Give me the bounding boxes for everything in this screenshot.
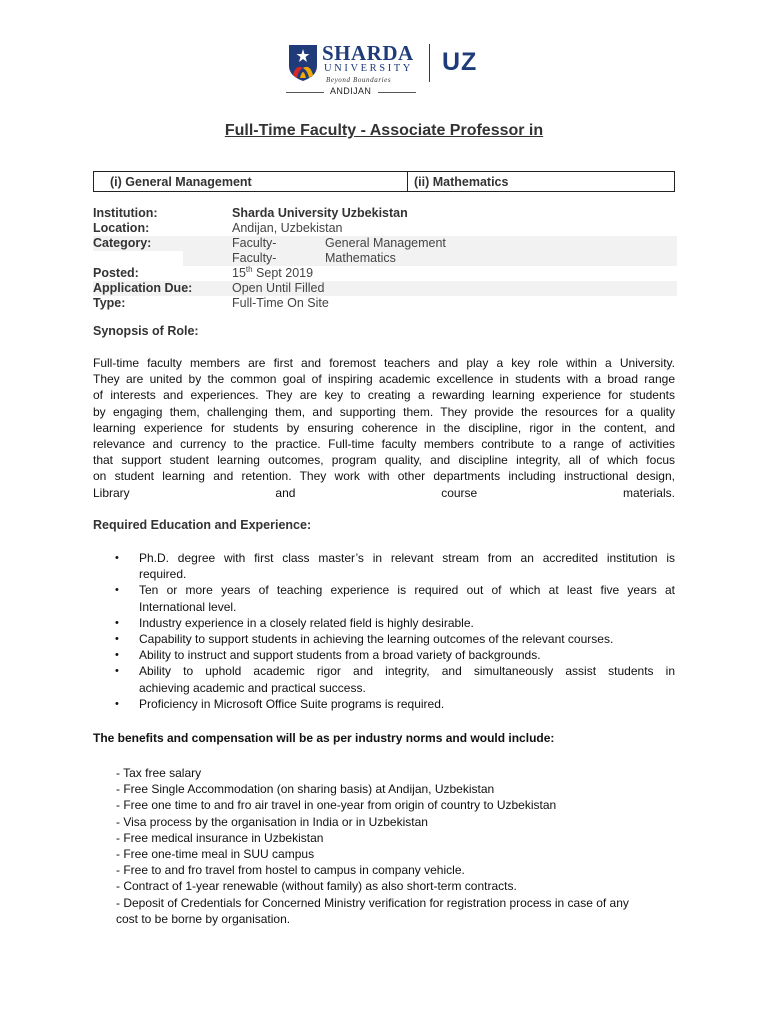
type-value: Full-Time On Site bbox=[232, 296, 329, 310]
list-item bbox=[93, 647, 675, 663]
university-logo bbox=[286, 42, 486, 98]
job-info-table bbox=[93, 206, 677, 311]
synopsis-line: learning experience for students by ensuring coherence in the discipline, rigor in the content, and bbox=[93, 420, 675, 435]
page-title bbox=[0, 122, 768, 140]
list-item: - Free to and fro travel from hostel to campus in company vehicle. bbox=[116, 863, 465, 878]
location-label: Location: bbox=[93, 221, 150, 235]
institution-value: Sharda University Uzbekistan bbox=[232, 206, 408, 220]
synopsis-line: Full-time faculty members are first and foremost teachers and play a key role within a University. bbox=[93, 356, 675, 370]
brand-name: SHARDA bbox=[322, 41, 414, 65]
list-item bbox=[93, 663, 675, 695]
list-item-line: required. bbox=[139, 567, 187, 582]
info-row-posted bbox=[93, 266, 677, 281]
synopsis-line: of interests and experiences. They are key to creating a rewarding learning experience for students bbox=[93, 388, 675, 403]
list-item: - Free Single Accommodation (on sharing basis) at Andijan, Uzbekistan bbox=[116, 782, 495, 797]
list-item: - Free one-time meal in SUU campus bbox=[116, 847, 315, 862]
list-item-line: Ph.D. degree with first class master’s in relevant stream from an accredited institution is bbox=[139, 551, 675, 565]
posted-label: Posted: bbox=[93, 266, 139, 280]
list-item: - Free one time to and fro air travel in one-year from origin of country to Uzbekistan bbox=[116, 798, 557, 813]
application-due-label: Application Due: bbox=[93, 281, 193, 295]
word: materials. bbox=[622, 485, 675, 500]
posted-day: 15 bbox=[232, 266, 246, 280]
type-label: Type: bbox=[93, 296, 126, 310]
category-label: Category: bbox=[93, 236, 152, 250]
bullet-icon: • bbox=[115, 633, 119, 646]
campus-divider-left bbox=[286, 92, 324, 93]
list-item-line: Ten or more years of teaching experience is required out of which at least five years at bbox=[139, 583, 675, 598]
list-item bbox=[93, 550, 675, 582]
brand-subtitle: UNIVERSITY bbox=[324, 63, 413, 74]
list-item bbox=[93, 615, 675, 631]
category-field: Mathematics bbox=[325, 251, 396, 265]
synopsis-last-line bbox=[93, 485, 675, 501]
synopsis-paragraph bbox=[93, 355, 675, 501]
list-item-line: Ability to uphold academic rigor and integrity, and simultaneously assist students in bbox=[139, 664, 675, 679]
application-due-value: Open Until Filled bbox=[232, 281, 325, 295]
list-item: - Tax free salary bbox=[116, 766, 202, 780]
page-title-text: Full-Time Faculty - Associate Professor in bbox=[224, 122, 544, 139]
synopsis-line: relevance and currency to the practice. Full-time faculty members contribute to a range of activities bbox=[93, 436, 675, 451]
info-row-category bbox=[93, 236, 677, 251]
posted-value bbox=[232, 266, 313, 281]
synopsis-line: They are united by the common goal of inspiring academic excellence in students with a broad range bbox=[93, 372, 675, 387]
posted-rest: Sept 2019 bbox=[252, 266, 314, 280]
subject-table bbox=[93, 171, 675, 192]
list-item-line: Ability to instruct and support students from a broad variety of backgrounds. bbox=[139, 648, 541, 663]
institution-label: Institution: bbox=[93, 206, 158, 220]
info-row-location bbox=[93, 221, 677, 236]
list-item bbox=[93, 631, 675, 647]
list-item-line: achieving academic and practical success. bbox=[139, 680, 366, 695]
subject-cell-general-management: (i) General Management bbox=[94, 172, 408, 191]
posted-suffix: th bbox=[245, 264, 253, 274]
synopsis-heading: Synopsis of Role: bbox=[93, 324, 199, 338]
list-item: - Free medical insurance in Uzbekistan bbox=[116, 830, 324, 845]
category-type: Faculty- bbox=[232, 236, 277, 250]
list-item bbox=[93, 696, 675, 712]
bullet-icon: • bbox=[115, 665, 119, 678]
bullet-icon: • bbox=[115, 616, 119, 629]
word: course bbox=[441, 485, 478, 500]
list-item-line: International level. bbox=[139, 599, 237, 614]
list-item-continuation: cost to be borne by organisation. bbox=[116, 911, 291, 926]
location-value: Andijan, Uzbekistan bbox=[232, 221, 343, 235]
info-row-institution bbox=[93, 206, 677, 221]
campus-divider-right bbox=[378, 92, 416, 93]
bullet-icon: • bbox=[115, 552, 119, 564]
crest-icon bbox=[288, 44, 318, 82]
list-item-line: Capability to support students in achieving the learning outcomes of the relevant courses. bbox=[139, 632, 614, 647]
campus-name: ANDIJAN bbox=[330, 86, 372, 96]
list-item: - Contract of 1-year renewable (without family) as also short-term contracts. bbox=[116, 879, 517, 894]
list-item-line: Industry experience in a closely related field is highly desirable. bbox=[139, 615, 474, 630]
bullet-icon: • bbox=[115, 697, 119, 710]
info-row-application-due bbox=[93, 281, 677, 296]
bullet-icon: • bbox=[115, 649, 119, 662]
word: Library bbox=[93, 485, 130, 500]
requirements-list bbox=[93, 550, 675, 712]
list-item: - Deposit of Credentials for Concerned Ministry verification for registration process in case of any bbox=[116, 895, 629, 910]
info-row-category-2 bbox=[93, 251, 677, 266]
benefits-list bbox=[116, 765, 676, 927]
logo-separator bbox=[429, 44, 430, 82]
list-item: - Visa process by the organisation in India or in Uzbekistan bbox=[116, 814, 428, 829]
synopsis-line: that support student learning outcomes, program quality, and discipline integrity, all of which focus bbox=[93, 453, 675, 468]
synopsis-line: on student learning and retention. They work with other departments including instructional design, bbox=[93, 469, 675, 484]
list-item-line: Proficiency in Microsoft Office Suite programs is required. bbox=[139, 696, 445, 711]
info-row-type bbox=[93, 296, 677, 311]
list-item bbox=[93, 582, 675, 614]
subject-cell-mathematics: (ii) Mathematics bbox=[414, 175, 509, 189]
bullet-icon: • bbox=[115, 584, 119, 597]
benefits-heading: The benefits and compensation will be as per industry norms and would include: bbox=[93, 731, 555, 745]
campus-row bbox=[286, 86, 418, 98]
synopsis-line: by engaging them, challenging them, and supporting them. They provide the resources for a quality bbox=[93, 404, 675, 419]
category-type: Faculty- bbox=[232, 251, 277, 265]
requirements-heading: Required Education and Experience: bbox=[93, 518, 312, 532]
category-field: General Management bbox=[325, 236, 446, 250]
brand-tagline: Beyond Boundaries bbox=[326, 76, 392, 84]
partner-mark: UZ bbox=[442, 48, 478, 76]
word: and bbox=[275, 485, 296, 500]
